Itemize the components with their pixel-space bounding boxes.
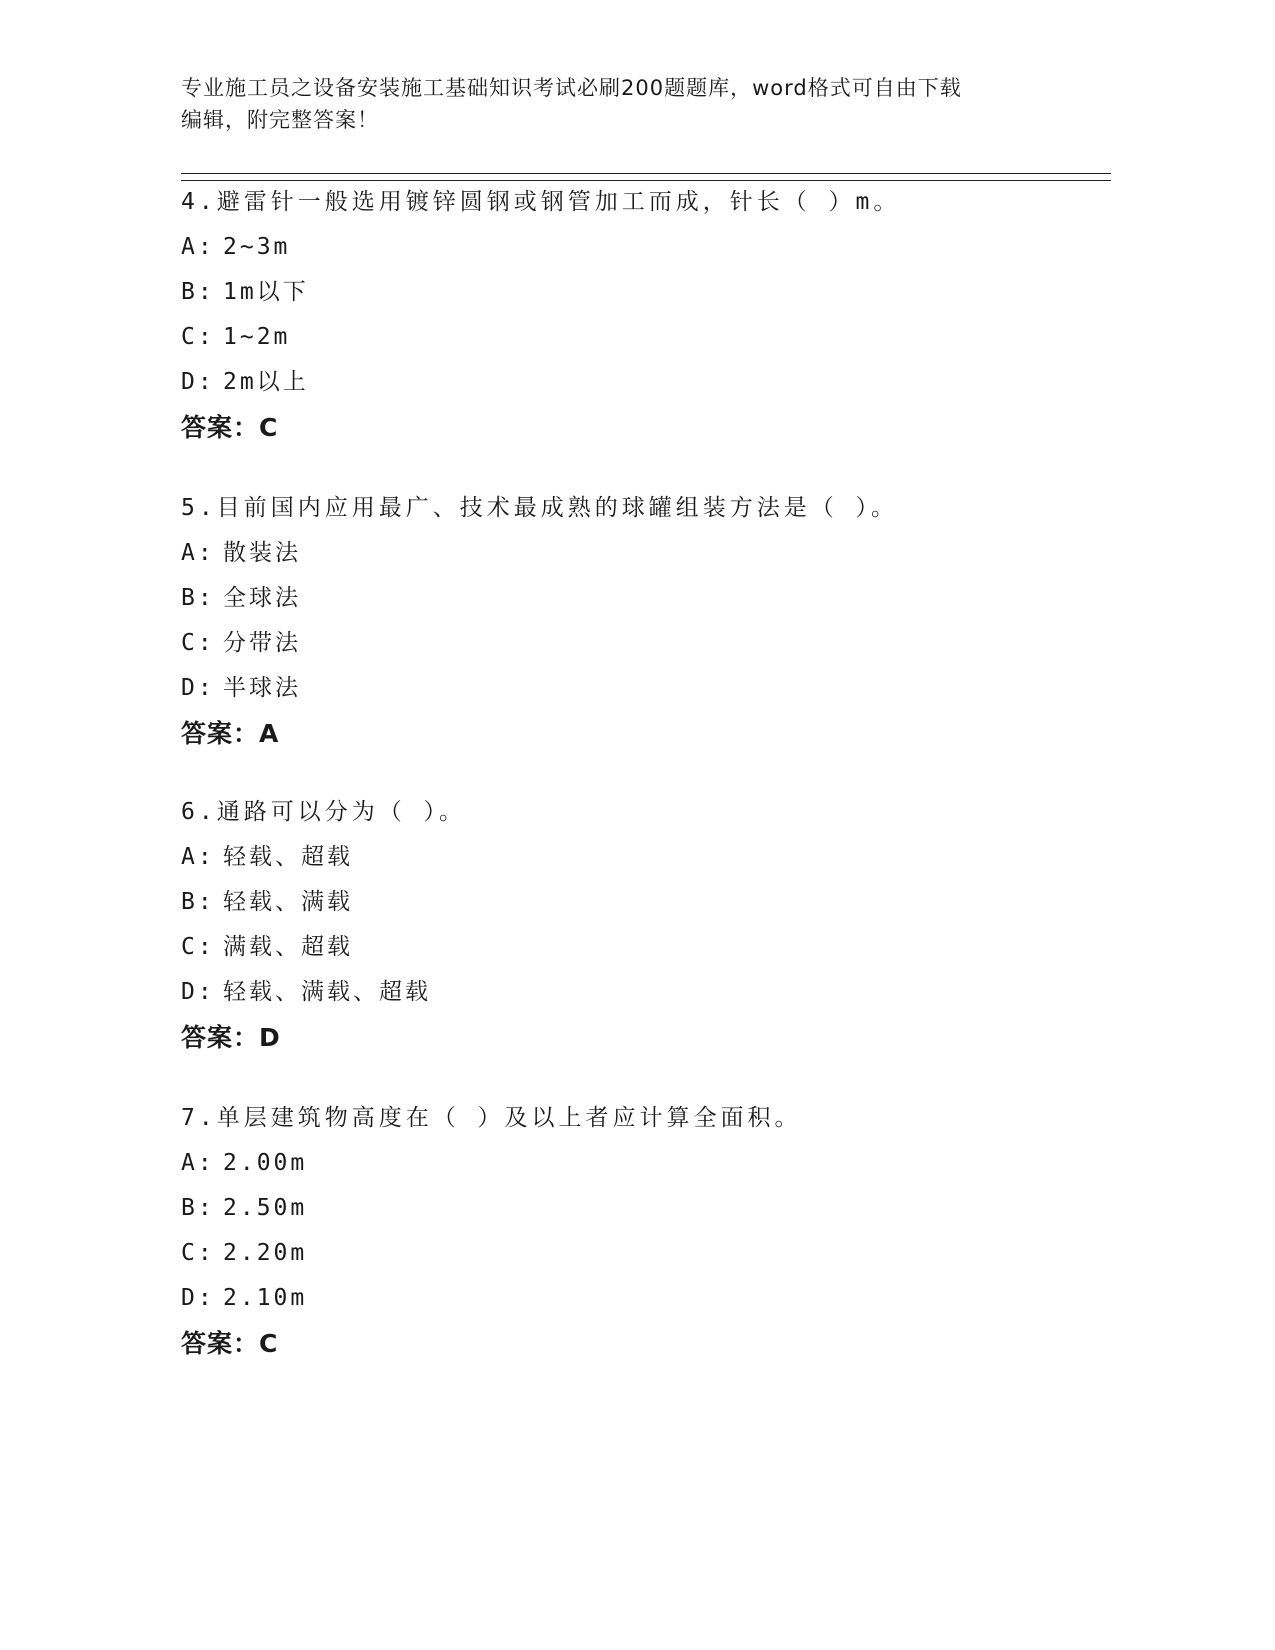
option-letter: D: — [181, 979, 215, 1005]
answer-label: 答案：D — [181, 1023, 281, 1052]
option-text: 轻载、满载、超载 — [223, 979, 431, 1005]
option-a — [181, 1141, 1111, 1186]
option-c — [181, 1231, 1111, 1276]
option-a — [181, 225, 1111, 270]
header-divider-top — [181, 173, 1111, 174]
option-b — [181, 270, 1111, 315]
option-d — [181, 1276, 1111, 1321]
option-letter: B: — [181, 889, 215, 915]
question-title: 6.通路可以分为（ ）。 — [181, 799, 467, 825]
option-text: 2~3m — [223, 234, 291, 260]
question-block — [181, 1096, 1111, 1366]
option-letter: D: — [181, 369, 215, 395]
option-text: 轻载、满载 — [223, 889, 353, 915]
option-text: 满载、超载 — [223, 934, 353, 960]
option-d — [181, 970, 1111, 1015]
header-line-2: 编辑，附完整答案！ — [181, 108, 379, 132]
option-text: 分带法 — [223, 630, 301, 656]
answer-label: 答案：A — [181, 719, 280, 748]
question-block — [181, 790, 1111, 1060]
option-letter: B: — [181, 1195, 215, 1221]
question-block — [181, 180, 1111, 450]
document-header — [181, 72, 1061, 136]
option-text: 2.50m — [223, 1195, 308, 1221]
option-text: 1~2m — [223, 324, 291, 350]
answer-label: 答案：C — [181, 1329, 279, 1358]
header-line-1: 专业施工员之设备安装施工基础知识考试必刷200题题库，word格式可自由下载 — [181, 76, 962, 100]
question-title: 5.目前国内应用最广、技术最成熟的球罐组装方法是（ ）。 — [181, 495, 899, 521]
option-letter: A: — [181, 234, 215, 260]
option-text: 2m以上 — [223, 369, 309, 395]
option-a — [181, 531, 1111, 576]
option-text: 1m以下 — [223, 279, 309, 305]
option-letter: B: — [181, 279, 215, 305]
option-text: 2.10m — [223, 1285, 308, 1311]
option-letter: C: — [181, 324, 215, 350]
option-text: 全球法 — [223, 585, 301, 611]
option-letter: A: — [181, 540, 215, 566]
question-title: 7.单层建筑物高度在（ ）及以上者应计算全面积。 — [181, 1105, 802, 1131]
option-letter: D: — [181, 675, 215, 701]
option-c — [181, 315, 1111, 360]
option-text: 轻载、超载 — [223, 844, 353, 870]
option-letter: A: — [181, 844, 215, 870]
answer-label: 答案：C — [181, 413, 279, 442]
option-text: 2.20m — [223, 1240, 308, 1266]
option-letter: C: — [181, 1240, 215, 1266]
option-text: 半球法 — [223, 675, 301, 701]
option-b — [181, 880, 1111, 925]
option-b — [181, 1186, 1111, 1231]
option-text: 2.00m — [223, 1150, 308, 1176]
option-c — [181, 925, 1111, 970]
option-d — [181, 360, 1111, 405]
option-text: 散装法 — [223, 540, 301, 566]
option-a — [181, 835, 1111, 880]
option-letter: D: — [181, 1285, 215, 1311]
option-letter: C: — [181, 934, 215, 960]
option-letter: C: — [181, 630, 215, 656]
question-block — [181, 486, 1111, 756]
question-title: 4.避雷针一般选用镀锌圆钢或钢管加工而成，针长（ ）m。 — [181, 189, 901, 215]
option-letter: B: — [181, 585, 215, 611]
option-d — [181, 666, 1111, 711]
option-b — [181, 576, 1111, 621]
option-c — [181, 621, 1111, 666]
option-letter: A: — [181, 1150, 215, 1176]
